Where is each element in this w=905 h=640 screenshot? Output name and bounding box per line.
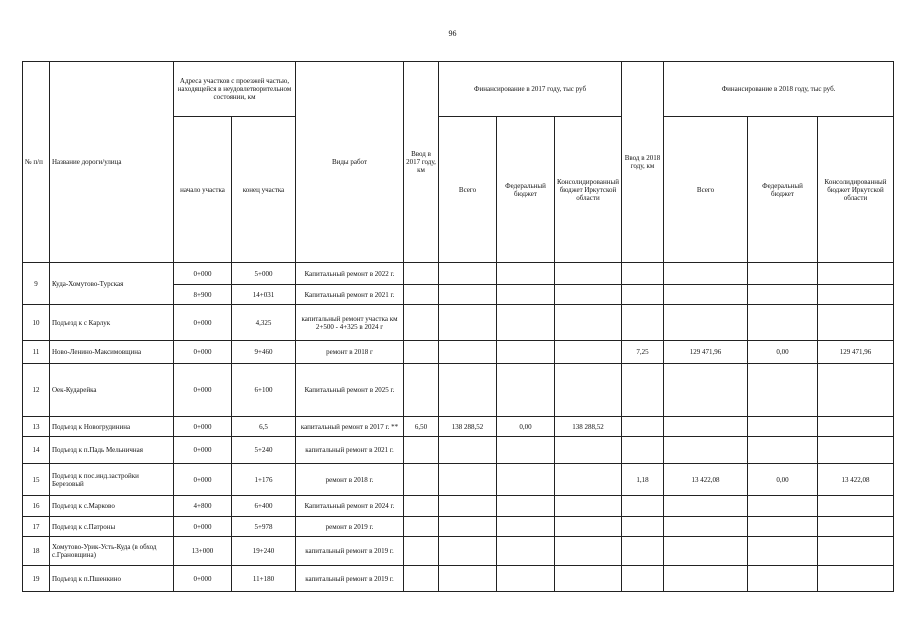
input-2018-cell	[622, 517, 664, 537]
total-2018-cell	[664, 305, 748, 341]
federal-2018-cell	[748, 566, 818, 592]
works-cell: капитальный ремонт участка км 2+500 - 4+325 в 2024 г	[296, 305, 404, 341]
road-name-cell: Подъезд к пос.инд.застройки Березовый	[50, 464, 174, 496]
header-end: конец участка	[232, 117, 296, 263]
total-2018-cell: 13 422,08	[664, 464, 748, 496]
table-row	[23, 341, 894, 364]
header-num: № п/п	[23, 62, 50, 263]
start-km-cell: 4+800	[174, 496, 232, 517]
federal-2017-cell	[497, 464, 555, 496]
start-km-cell: 0+000	[174, 517, 232, 537]
total-2018-cell: 129 471,96	[664, 341, 748, 364]
consolidated-2017-cell	[555, 517, 622, 537]
federal-2018-cell	[748, 517, 818, 537]
start-km-cell: 0+000	[174, 305, 232, 341]
header-address-group: Адреса участков с проезжей частью, находящейся в неудовлетворительном состоянии, км	[174, 62, 296, 117]
road-name-cell: Подъезд к с.Патроны	[50, 517, 174, 537]
input-2018-cell	[622, 496, 664, 517]
federal-2017-cell	[497, 437, 555, 464]
input-2017-cell: 6,50	[404, 417, 439, 437]
row-num-cell: 10	[23, 305, 50, 341]
header-fin-2018: Финансирование в 2018 году, тыс руб.	[664, 62, 894, 117]
total-2018-cell	[664, 263, 748, 285]
consolidated-2017-cell	[555, 464, 622, 496]
consolidated-2018-cell	[818, 517, 894, 537]
input-2017-cell	[404, 364, 439, 417]
header-works: Виды работ	[296, 62, 404, 263]
input-2017-cell	[404, 517, 439, 537]
works-cell: Капитальный ремонт в 2021 г.	[296, 285, 404, 305]
federal-2018-cell	[748, 537, 818, 566]
header-federal-2018: Федеральный бюджет	[748, 117, 818, 263]
start-km-cell: 13+000	[174, 537, 232, 566]
federal-2017-cell	[497, 364, 555, 417]
federal-2017-cell: 0,00	[497, 417, 555, 437]
header-consolidated-2018: Консолидированный бюджет Иркутской области	[818, 117, 894, 263]
road-name-cell: Подъезд к Новогрудинина	[50, 417, 174, 437]
works-cell: ремонт в 2018 г	[296, 341, 404, 364]
consolidated-2017-cell	[555, 364, 622, 417]
input-2017-cell	[404, 537, 439, 566]
works-cell: Капитальный ремонт в 2022 г.	[296, 263, 404, 285]
works-cell: ремонт в 2019 г.	[296, 517, 404, 537]
road-name-cell: Оек-Кударейка	[50, 364, 174, 417]
input-2017-cell	[404, 496, 439, 517]
consolidated-2017-cell	[555, 263, 622, 285]
consolidated-2017-cell	[555, 437, 622, 464]
total-2017-cell	[439, 464, 497, 496]
input-2018-cell: 1,18	[622, 464, 664, 496]
consolidated-2018-cell: 129 471,96	[818, 341, 894, 364]
row-num-cell: 16	[23, 496, 50, 517]
table-row	[23, 537, 894, 566]
end-km-cell: 5+240	[232, 437, 296, 464]
input-2017-cell	[404, 437, 439, 464]
end-km-cell: 14+031	[232, 285, 296, 305]
start-km-cell: 0+000	[174, 566, 232, 592]
consolidated-2018-cell	[818, 263, 894, 285]
table-row	[23, 464, 894, 496]
consolidated-2017-cell	[555, 537, 622, 566]
road-name-cell: Подъезд к п.Пшенкино	[50, 566, 174, 592]
end-km-cell: 1+176	[232, 464, 296, 496]
consolidated-2017-cell	[555, 496, 622, 517]
input-2017-cell	[404, 263, 439, 285]
row-num-cell: 15	[23, 464, 50, 496]
row-num-cell: 14	[23, 437, 50, 464]
federal-2018-cell: 0,00	[748, 341, 818, 364]
total-2017-cell	[439, 285, 497, 305]
end-km-cell: 19+240	[232, 537, 296, 566]
consolidated-2018-cell	[818, 364, 894, 417]
road-name-cell: Подъезд к с.Марково	[50, 496, 174, 517]
header-fin-2017: Финансирование в 2017 году, тыс руб	[439, 62, 622, 117]
total-2018-cell	[664, 285, 748, 305]
federal-2018-cell	[748, 305, 818, 341]
input-2017-cell	[404, 464, 439, 496]
start-km-cell: 0+000	[174, 417, 232, 437]
works-cell: Капитальный ремонт в 2024 г.	[296, 496, 404, 517]
works-cell: капитальный ремонт в 2019 г.	[296, 537, 404, 566]
input-2017-cell	[404, 341, 439, 364]
road-name-cell: Подъезд к п.Падь Мельничная	[50, 437, 174, 464]
federal-2018-cell: 0,00	[748, 464, 818, 496]
row-num-cell: 13	[23, 417, 50, 437]
table-row	[23, 417, 894, 437]
row-num-cell: 19	[23, 566, 50, 592]
consolidated-2018-cell	[818, 566, 894, 592]
total-2017-cell	[439, 566, 497, 592]
total-2018-cell	[664, 417, 748, 437]
input-2017-cell	[404, 305, 439, 341]
table-row	[23, 364, 894, 417]
works-cell: капитальный ремонт в 2017 г. **	[296, 417, 404, 437]
end-km-cell: 5+978	[232, 517, 296, 537]
input-2018-cell	[622, 263, 664, 285]
federal-2017-cell	[497, 285, 555, 305]
table-row	[23, 263, 894, 285]
consolidated-2018-cell: 13 422,08	[818, 464, 894, 496]
header-input-2018: Ввод в 2018 году, км	[622, 62, 664, 263]
works-cell: ремонт в 2018 г.	[296, 464, 404, 496]
start-km-cell: 0+000	[174, 341, 232, 364]
table-row	[23, 517, 894, 537]
header-federal-2017: Федеральный бюджет	[497, 117, 555, 263]
federal-2018-cell	[748, 285, 818, 305]
total-2018-cell	[664, 517, 748, 537]
consolidated-2017-cell	[555, 341, 622, 364]
total-2017-cell	[439, 496, 497, 517]
total-2018-cell	[664, 537, 748, 566]
consolidated-2018-cell	[818, 496, 894, 517]
start-km-cell: 8+900	[174, 285, 232, 305]
works-cell: Капитальный ремонт в 2025 г.	[296, 364, 404, 417]
start-km-cell: 0+000	[174, 437, 232, 464]
federal-2017-cell	[497, 263, 555, 285]
header-input-2017: Ввод в 2017 году, км	[404, 62, 439, 263]
row-num-cell: 11	[23, 341, 50, 364]
header-total-2018: Всего	[664, 117, 748, 263]
header-start: начало участка	[174, 117, 232, 263]
start-km-cell: 0+000	[174, 263, 232, 285]
federal-2018-cell	[748, 263, 818, 285]
total-2017-cell	[439, 537, 497, 566]
row-num-cell: 18	[23, 537, 50, 566]
header-road-name: Название дороги/улица	[50, 62, 174, 263]
table-row	[23, 496, 894, 517]
end-km-cell: 6,5	[232, 417, 296, 437]
start-km-cell: 0+000	[174, 464, 232, 496]
table-row	[23, 566, 894, 592]
consolidated-2018-cell	[818, 417, 894, 437]
works-cell: капитальный ремонт в 2021 г.	[296, 437, 404, 464]
consolidated-2017-cell	[555, 566, 622, 592]
total-2018-cell	[664, 496, 748, 517]
input-2018-cell	[622, 364, 664, 417]
end-km-cell: 11+180	[232, 566, 296, 592]
total-2017-cell	[439, 305, 497, 341]
road-name-cell: Подъезд к с Карлук	[50, 305, 174, 341]
row-num-cell: 9	[23, 263, 50, 305]
input-2018-cell: 7,25	[622, 341, 664, 364]
end-km-cell: 6+400	[232, 496, 296, 517]
consolidated-2017-cell	[555, 285, 622, 305]
end-km-cell: 5+000	[232, 263, 296, 285]
input-2018-cell	[622, 417, 664, 437]
federal-2017-cell	[497, 517, 555, 537]
row-num-cell: 12	[23, 364, 50, 417]
road-name-cell: Ново-Ленино-Максимовщина	[50, 341, 174, 364]
total-2017-cell	[439, 437, 497, 464]
input-2018-cell	[622, 437, 664, 464]
start-km-cell: 0+000	[174, 364, 232, 417]
federal-2017-cell	[497, 566, 555, 592]
input-2017-cell	[404, 285, 439, 305]
total-2017-cell	[439, 364, 497, 417]
total-2018-cell	[664, 566, 748, 592]
consolidated-2018-cell	[818, 437, 894, 464]
total-2017-cell	[439, 341, 497, 364]
road-name-cell: Хомутово-Урик-Усть-Куда (в обход с.Грановщина)	[50, 537, 174, 566]
federal-2017-cell	[497, 341, 555, 364]
page-number: 96	[448, 29, 457, 38]
input-2018-cell	[622, 285, 664, 305]
row-num-cell: 17	[23, 517, 50, 537]
consolidated-2018-cell	[818, 305, 894, 341]
federal-2018-cell	[748, 417, 818, 437]
consolidated-2017-cell: 138 288,52	[555, 417, 622, 437]
consolidated-2018-cell	[818, 285, 894, 305]
input-2018-cell	[622, 305, 664, 341]
federal-2018-cell	[748, 364, 818, 417]
input-2018-cell	[622, 566, 664, 592]
total-2017-cell: 138 288,52	[439, 417, 497, 437]
end-km-cell: 4,325	[232, 305, 296, 341]
total-2017-cell	[439, 517, 497, 537]
table-row	[23, 437, 894, 464]
input-2017-cell	[404, 566, 439, 592]
consolidated-2017-cell	[555, 305, 622, 341]
header-consolidated-2017: Консолидированный бюджет Иркутской области	[555, 117, 622, 263]
road-name-cell: Куда-Хомутово-Турская	[50, 263, 174, 305]
federal-2017-cell	[497, 305, 555, 341]
federal-2018-cell	[748, 496, 818, 517]
table-row	[23, 305, 894, 341]
total-2017-cell	[439, 263, 497, 285]
works-cell: капитальный ремонт в 2019 г.	[296, 566, 404, 592]
header-total-2017: Всего	[439, 117, 497, 263]
end-km-cell: 9+460	[232, 341, 296, 364]
input-2018-cell	[622, 537, 664, 566]
end-km-cell: 6+100	[232, 364, 296, 417]
federal-2018-cell	[748, 437, 818, 464]
federal-2017-cell	[497, 496, 555, 517]
total-2018-cell	[664, 437, 748, 464]
total-2018-cell	[664, 364, 748, 417]
federal-2017-cell	[497, 537, 555, 566]
road-repair-table	[22, 61, 894, 592]
consolidated-2018-cell	[818, 537, 894, 566]
